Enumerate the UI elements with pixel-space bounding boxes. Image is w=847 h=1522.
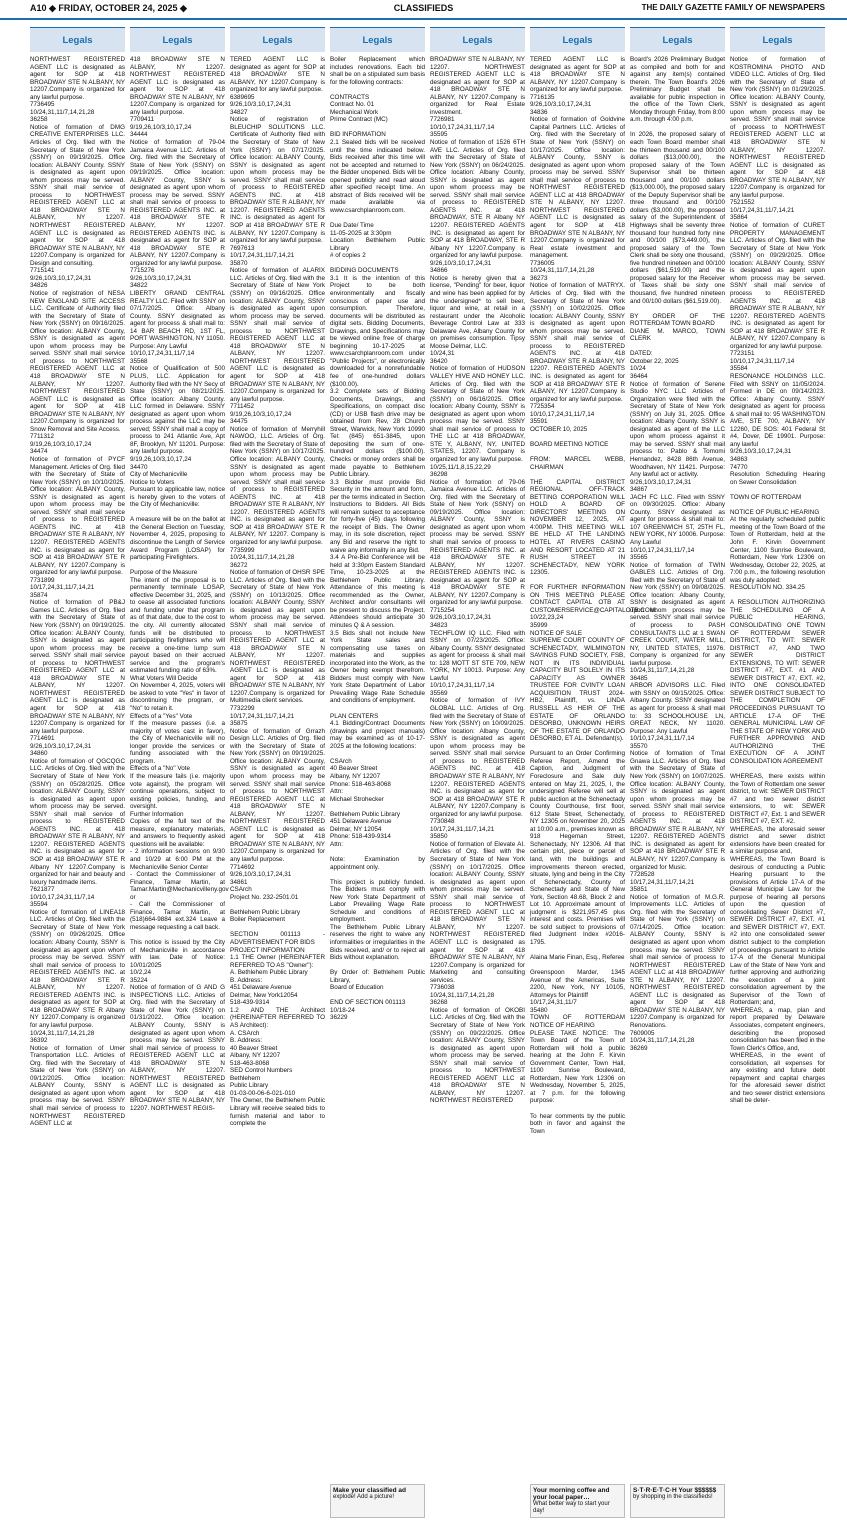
- legals-column-7: [630, 27, 725, 1518]
- ad-title: Your morning coffee and your local paper…: [533, 1487, 610, 1501]
- column-heading: Legals: [30, 27, 125, 52]
- column-text: NORTHWEST REGISTERED AGENT LLC is designated as agent for SOP at 418 BROADWAY STE N ALBANY, NY 12207.Company is organized for any lawful purpose. 7736495 10/24,31,11/7,14,21,28 36258 Notice of formation of DMG CREATIVE ENTERPRISES LLC. Articles of Org. filed with the Secretary of State of New York (SSNY) on 09/19/2025. Office location: ALBANY County. SSNY is designated as agent upon whom process may be served. SSNY shall mail service of process to NORTHWEST REGISTERED AGENT LLC at 418 BROADWAY STE N ALBANY, NY 12207. NORTHWEST REGISTERED AGENT LLC is designated as agent for SOP at 418 BROADWAY STE N ALBANY, NY 12207.Company is organized for Design and consulting. 7715141 9/26,10/3,10,17,24,31 34826 Notice of registration of NESA NEW ENGLAND SITE ACCESS LLC. Certificate of Authority filed with the Secretary of State of New York (SSNY) on 09/16/2025. Office location: ALBANY County, SSNY is designated as agent upon whom process may be served. SSNY shall mail service of process to NORTHWEST REGISTERED AGENT LLC at 418 BROADWAY STE N ALBANY, NY 12207. NORTHWEST REGISTERED AGENT LLC is designated as agent for SOP at 418 BROADWAY STE N ALBANY, NY 12207.Company is organized for Snow Removal and Site Access. 7711312 9/19,26,10/3,10,17,24 34474 Notice of formation of PYCF Management. Articles of Org. filed with the Secretary of State of New York (SSNY) on 10/10/2025. Office location: ALBANY County, SSNY is designated as agent upon whom process may be served. SSNY shall mail service of process to REGISTERED AGENTS INC. at 418 BROADWAY STE R ALBANY, NY 12207. REGISTERED AGENTS INC. is designated as agent for SOP at 418 BROADWAY STE R ALBANY, NY 12207.Company is organized for any lawful purpose. 7731899 10/17,24,31,11/7,14,21 35874 Notice of formation of PB&J Games LLC. Articles of Org. filed with the Secretary of State of New York (SSNY) on 09/19/2025. Office location: ALBANY County, SSNY is designated as agent upon whom process may be served. SSNY shall mail service of process to NORTHWEST REGISTERED AGENT LLC at 418 BROADWAY STE N ALBANY, NY 12207. NORTHWEST REGISTERED AGENT LLC is designated as agent for SOP at 418 BROADWAY STE N ALBANY, NY 12207.Company is organized for any lawful purpose. 7714691 9/26,10/3,10,17,24,31 34860 Notice of formation of QGCQGC LLC. Articles of Org. filed with the Secretary of State of New York (SSNY) on 05/28/2025. Office location: ALBANY County, SSNY is designated as agent upon whom process may be served. SSNY shall mail service of process to REGISTERED AGENTS INC. at 418 BROADWAY STE R ALBANY, NY 12207. REGISTERED AGENTS INC. is designated as agent for SOP at 418 BROADWAY STE R Albany NY 12207.Company is organized for hair and beauty and luxury handmade items. 7621877 10/10,17,24,31,11/7,14 35594 Notice of formation of LINEA18 LLC. Articles of Org. filed with the Secretary of State of New York (SSNY) on 09/26/2025. Office location: Albany County, SSNY is designated as agent upon whom process may be served. SSNY shall mail service of process to REGISTERED AGENTS INC. at 418 BROADWAY STE R ALBANY, NY 12207. REGISTERED AGENTS INC. is designated as agent for SOP at 418 BROADWAY STE R Albany NY 12207.Company is organized for any lawful purpose. 10/24,31,11/7,14,21,28 36392 Notice of formation of Umer Transportation LLC. Articles of Org. filed with the Secretary of State of New York (SSNY) on 09/12/2025. Office location: ALBANY County, SSNY is designated as agent upon whom process may be served. SSNY shall mail service of process to NORTHWEST REGISTERED AGENT LLC at: [30, 56, 125, 1128]
- column-text: Boiler Replacement which includes renovations. Each bid shall be on a stipulated sum basis for the following contracts: CONTRACTS Contract No. 01 Mechanical Work Prime Contract (MC) BID INFORMATION 2.1 Sealed bids will be received until the time indicated below. Bids received after this time will not be accepted and returned to the Bidder unopened. Bids will be opened publicly and read aloud after specified receipt time. An abstract of Bids received will be made available via www.csarchplanroom.com. Due Date/ Time 11-05-2025 at 3:30pm Location Bethlehem Public Library # of copies 2 BIDDING DOCUMENTS 3.1 It is the intention of this Project to be both environmentally and fiscally conscious of paper use and consumption. Therefore, documents will be distributed as digital sets. Bidding Documents, Drawings, and Specifications may be viewed online free of charge beginning 10-17-2025 at www.csarchplanroom.com under "Public Projects", or electronically downloaded for a nonrefundable fee of one-hundred dollars ($100.00). 3.2 Complete sets of Bidding Documents, Drawings, and Specifications, on compact disc (CD) or USB flash drive may be obtained from Rev, 28 Church Street, Warwick, New York 10990 Tel: (845) 651-3845, upon depositing the sum of one-hundred dollars ($100.00). Checks or money orders shall be made payable to Bethlehem Public Library. 3.3 Bidder must provide Bid Security in the amount and form, per the terms indicated in Section Instructions to Bidders. All Bids will remain subject to acceptance for forty-five (45) days following the receipt of Bids. The Owner may, in its sole discretion, reject any Bid and reserve the right to waive any informality in any Bid. 3.4 A Pre-Bid Conference will be held at 3:30pm Eastern Standard Time, 10-23-2025 at the Bethlehem Public Library. Attendance of this meeting is recommended as the Owner, Architect and/or consultants will be present to discuss the Project. Attendees should anticipate 30 minutes Q & A session. 3.5 Bids shall not include New York State sales and compensating use taxes on materials and supplies incorporated into the Work, as the Owner being exempt therefrom. Bidders must comply with New York State Department of Labor Prevailing Wage Rate Schedule and conditions of employment. PLAN CENTERS 4.1 Bidding/Contract Documents (drawings and project manuals) may be examined as of 10-17-2025 at the following locations: CSArch 40 Beaver Street Albany, NY 12207 Phone: 518-463-8068 Attn: Michael Strohecker Bethlehem Public Library 451 Delaware Avenue Delmar, NY 12054 Phone: 518-439-9314 Attn: Note: Examination by appointment only. This project is publicly funded. The Bidders must comply with New York State Department of Labor Prevailing Wage Rate Schedule and conditions of employment. The Bethlehem Public Library reserves the right to waive any informalities or irregularities in the Bids received, and/ or to reject all Bids without explanation. By Order of: Bethlehem Public Library, Board of Education END OF SECTION 001113 10/18-24 36229: [330, 56, 425, 1022]
- legals-column-4: [330, 27, 425, 1518]
- ad-subtitle: by shopping in the classifieds!: [633, 1494, 713, 1500]
- classified-ad-picture[interactable]: [330, 1484, 425, 1518]
- legals-column-1: [30, 27, 125, 1518]
- legals-column-5: [430, 27, 525, 1518]
- column-heading: Legals: [130, 27, 225, 52]
- stretch-your-dollars-ad[interactable]: [630, 1484, 725, 1518]
- column-text: TERED AGENT LLC is designated as agent for SOP at 418 BROADWAY STE N ALBANY, NY 12207.Company is organized for any lawful purpose. 6389695 9/26,10/3,10,17,24,31 34827 Notice of registration of BLEUCHIP SOLUTIONS LLC. Certificate of Authority filed with the Secretary of State of New York (SSNY) on 07/17/2025. Office location: ALBANY County, SSNY is designated as agent upon whom process may be served. SSNY shall mail service of process to REGISTERED AGENTS INC. at 418 BROADWAY STE R ALBANY, NY 12207. REGISTERED AGENTS INC. is designated as agent for SOP at 418 BROADWAY STE R ALBANY, NY 12207.Company is organized for any lawful purpose. 7697613 10/17,24,31,11/7,14,21 35870 Notice of formation of ALARIX LLC. Articles of Org. filed with the Secretary of State of New York (SSNY) on 09/16/2025. Office location: ALBANY County, SSNY is designated as agent upon whom process may be served. SSNY shall mail service of process to NORTHWEST REGISTERED AGENT LLC at 418 BROADWAY STE N ALBANY, NY 12207. NORTHWEST REGISTERED AGENT LLC is designated as agent for SOP at 418 BROADWAY STE N ALBANY, NY 12207.Company is organized for any lawful purpose. 7711452 9/19,26,10/3,10,17,24 34475 Notice of formation of Merryhill NAWOO, LLC. Articles of Org. filed with the Secretary of State of New York (SSNY) on 10/17/2025. Office location: ALBANY County, SSNY is designated as agent upon whom process may be served. SSNY shall mail service of process to REGISTERED AGENTS INC. at 418 BROADWAY STE R ALBANY, NY 12207. REGISTERED AGENTS INC. is designated as agent for SOP at 418 BROADWAY STE R ALBANY, NY 12207. Company is organized for any lawful purpose. 7735999 10/24,31,11/7,14,21,28 36272 Notice of formation of OHSR SPE LLC. Articles of Org. filed with the Secretary of State of New York (SSNY) on 10/13/2025. Office location: ALBANY County, SSNY is designated as agent upon whom process may be served. SSNY shall mail service of process to NORTHWEST REGISTERED AGENT LLC at 418 BROADWAY STE N ALBANY, NY 12207. NORTHWEST REGISTERED AGENT LLC is designated as agent for SOP at 418 BROADWAY STE N ALBANY, NY 12207.Company is organized for Multimedia client services. 7732299 10/17,24,31,11/7,14,21 35875 Notice of formation of Grrazh Design LLC. Articles of Org. filed with the Secretary of State of New York (SSNY) on 09/19/2025. Office location: ALBANY County, SSNY is designated as agent upon whom process may be served. SSNY shall mail service of process to NORTHWEST REGISTERED AGENT LLC at 418 BROADWAY STE N ALBANY, NY 12207. NORTHWEST REGISTERED AGENT LLC is designated as agent for SOP at 418 BROADWAY STE N ALBANY, NY 12207.Company is organized for any lawful purpose. 7714692 9/26,10/3,10,17,24,31 34861 CSArch Project No. 232-2501.01 Bethlehem Public Library Boiler Replacement SECTION 001113 - ADVERTISEMENT FOR BIDS PROJECT INFORMATION 1.1 THE Owner (HEREINAFTER REFERRED TO AS "Owner"): A. Bethlehem Public Library B. Address: 451 Delaware Avenue Delmar, New York12054 518-439-9314 1.2 AND THE Architect (HEREINAFTER REFERRED TO AS Architect): A. CSArch B. Address: 40 Beaver Street Albany, NY 12207 518-463-8068 SED Control Numbers Bethlehem Public Library 01-03-00-06-6-021-010 The Owner, the Bethlehem Public Library will receive sealed bids to furnish material and labor to complete the: [230, 56, 325, 1128]
- coffee-newspaper-ad[interactable]: [530, 1484, 625, 1518]
- legals-column-8: [730, 27, 825, 1518]
- column-heading: Legals: [230, 27, 325, 52]
- column-text: Notice of formation of KOSTROMINA PHOTO AND VIDEO LLC. Articles of Org. filed with the Secretary of State of New York (SSNY) on 01/29/2025. Office location: ALBANY County, SSNY is designated as agent upon whom process may be served. SSNY shall mail service of process to NORTHWEST REGISTERED AGENT LLC at 418 BROADWAY STE N ALBANY, NY 12207. NORTHWEST REGISTERED AGENT LLC is designated as agent for SOP at 418 BROADWAY STE N ALBANY, NY 12207.Company is organized for any lawful purpose. 7521552 10/17,24,31,11/7,14,21 35864 Notice of formation of CURET PROPERTY MANAGEMENT LLC. Articles of Org. filed with the Secretary of State of New York (SSNY) on 09/29/2025. Office location: ALBANY County, SSNY is designated as agent upon whom process may be served. SSNY shall mail service of process to REGISTERED AGENTS INC. at 418 BROADWAY STE R ALBANY, NY 12207. REGISTERED AGENTS INC. is designated as agent for SOP at 418 BROADWAY STE R ALBANY, NY 12207.Company is organized for any lawful purpose. 7723151 10/10,17,24,31,11/7,14 35584 RESONANCE HOLDINGS LLC. Filed with SSNY on 11/05/2024. Formed in DE on 09/14/2023. Office: Albany County. SSNY designated as agent for process & shall mail to: 95 WASHINGTON AVE, STE 700, ALBANY, NY 12260, DE SOS: 401 Federal St #4, Dover, DE 19901. Purpose: any lawful 9/26,10/3,10,17,24,31 34863 74770 Resolution Scheduling Hearing on Sewer Consolidation TOWN OF ROTTERDAM NOTICE OF PUBLIC HEARING At the regularly scheduled public meeting of the Town Board of the Town of Rotterdam, held at the John F. Kirvin Government Center, 1100 Sunrise Boulevard, Rotterdam, New York 12306 on Wednesday, October 22, 2025, at 7:00 p.m., the following resolution was duly adopted: RESOLUTION NO. 334.25 A RESOLUTION AUTHORIZING THE SCHEDULING OF A PUBLIC HEARING, CONSOLIDATING ONE TOWN OF ROTTERDAM SEWER DISTRICT, TO WIT: SEWER DISTRICT #7, AND TWO SEWER DISTRICT EXTENSIONS, TO WIT: SEWER DISTRICT #7, EXT. #1 AND SEWER DISTRICT #7, EXT. #2, INTO ONE CONSOLIDATED SEWER DISTRICT SUBJECT TO THE COMPLETION OF PROCEEDINGS PURSUANT TO ARTICLE 17-A OF THE GENERAL MUNICIPAL LAW OF THE STATE OF NEW YORK AND FURTHER APPROVING AND AUTHORIZING THE EXECUTION OF A JOINT CONSOLIDATION AGREEMENT WHEREAS, there exists within the Town of Rotterdam one sewer district, to wit: SEWER DISTRICT #7 and two sewer district extensions, to wit: SEWER DISTRICT #7, Ext. 1 and SEWER DISTRICT #7, EXT. #2. WHEREAS, the aforesaid sewer district and sewer district extensions have been created for a similar purpose and, WHEREAS, the Town Board is desirous of conducting a Public Hearing pursuant to the provisions of Article 17-A of the General Municipal Law for the purpose of hearing all persons upon the question of consolidating Sewer District #7, SEWER DISTRICT #7, EXT. #1 and SEWER DISTRICT #7, EXT. #2 into one consolidated sewer district subject to the completion of proceedings pursuant to Article 17-A of the General Municipal Law of the State of New York and further approving and authorizing the execution of a joint consolidation agreement by the Supervisor of the Town of Rotterdam; and, WHEREAS, a map, plan and report prepared by Delaware Associates, competent engineers, describing the proposed consolidation has been filed in the Town Clerk's Office, and, WHEREAS, in the event of consolidation, all expenses for any existing and future debt repayment and capital charges for the aforesaid sewer district and two sewer district extensions shall be deter-: [730, 56, 825, 1105]
- section-title: CLASSIFIEDS: [393, 3, 454, 13]
- column-text: Board's 2026 Preliminary Budget as compiled and both for and against any item(s) contained therein. The Town Board's 2026 Preliminary Budget shall be available for public inspection in the office of the Town Clerk, Monday through Friday, from 8:00 a.m. through 4:00 p.m. In 2026, the proposed salary of each Town Board member shall be thirteen thousand and 00/100 dollars ($13,000.00), the proposed salary of the Town Supervisor shall be thirteen thousand and 00/100 dollars ($13,000.00), the proposed salary of the Deputy Supervisor shall be three thousand and 00/100 dollars ($3,000.00), the proposed salary of the Superintendent of Highways shall be seventy three thousand four hundred forty nine and 00/100 ($73,449.00), the proposed salary of the Town Clerk shall be sixty one thousand, five hundred nineteen and 00/100 dollars ($61,519.00) and the proposed salary for the Receiver of Taxes shall be sixty one thousand, five hundred nineteen and 00/100 dollars ($61,519.00). BY ORDER OF THE ROTTERDAM TOWN BOARD DIANE M. MARCO, TOWN CLERK DATED: October 22, 2025 10/24 36464 Notice of formation of Serene Studio NYC LLC Articles of Organization were filed with the Secretary of State of New York (SSNY) on July 31, 2025. Office location: Albany County. SSNY is designated as agent of the LLC upon whom process against it may be served. SSNY shall mail process to: Pablo & Tomomi Hernandez, 8428 86th Avenue, Woodhaven, NY 11421. Purpose: Any lawful act or activity. 9/26,10/3,10,17,24,31 34867 JACH FC LLC. Filed with SSNY on 09/30/2025. Office: Albany County. SSNY designated as agent for process & shall mail to: 107 GREENWICH ST, 25TH FL, NEW YORK, NY 10006. Purpose: Any Lawful 10/10,17,24,31,11/7,14 35565 Notice of formation of TWIN GABLES LLC. Articles of Org. filed with the Secretary of State of New York (SSNY) on 09/08/2025. Office location: Albany County, SSNY is designated as agent upon whom process may be served. SSNY shall mail service of process to PASH CONSULTANTS LLC at 1 SWAN CREEK COURT, WATER MILL, NY, UNITED STATES, 11976. Company is organized for any lawful purpose. 10/24,31,11/7,14,21,28 36485 ARBOR ADVISORS LLC. Filed with SSNY on 09/15/2025. Office: Albany County. SSNY designated as agent for process & shall mail to: 33 SCHOOLHOUSE LN, GREAT NECK, NY 11020. Purpose: Any Lawful 10/10,17,24,31,11/7,14 35570 Notice of formation of Tmal Gnawa LLC. Articles of Org. filed with the Secretary of State of New York (SSNY) on 10/07/2025. Office location: ALBANY County, SSNY is designated as agent upon whom process may be served. SSNY shall mail service of process to REGISTERED AGENTS INC. at 418 BROADWAY STE R ALBANY, NY 12207. REGISTERED AGENTS INC. is designated as agent for SOP at 418 BROADWAY STE R ALBANY, NY 12207.Company is organized for Music. 7728528 10/17,24,31,11/7,14,21 35851 Notice of formation of M.G.R. Improvements LLC. Articles of Org. filed with the Secretary of State of New York (SSNY) on 07/14/2025. Office location: ALBANY County, SSNY is designated as agent upon whom process may be served. SSNY shall mail service of process to NORTHWEST REGISTERED AGENT LLC at 418 BROADWAY STE N ALBANY, NY 12207. NORTHWEST REGISTERED AGENT LLC is designated as agent for SOP at 418 BROADWAY STE N ALBANY, NY 12207.Company is organized for Renovations. 7609005 10/24,31,11/7,14,21,28 36269: [630, 56, 725, 1052]
- ad-title: S·T·R·E·T·C·H Your $$$$$$: [633, 1487, 717, 1494]
- column-heading: Legals: [530, 27, 625, 52]
- page-date-line: A10 ◆ FRIDAY, OCTOBER 24, 2025 ◆: [30, 3, 187, 13]
- ad-subtitle: What better way to start your day!: [533, 1501, 610, 1514]
- column-heading: Legals: [430, 27, 525, 52]
- column-heading: Legals: [730, 27, 825, 52]
- column-heading: Legals: [630, 27, 725, 52]
- legals-column-3: [230, 27, 325, 1518]
- legals-column-2: [130, 27, 229, 1518]
- column-text: TERED AGENT LLC is designated as agent for SOP at 418 BROADWAY STE N ALBANY, NY 12207.Company is organized for any lawful purpose. 7716135 9/26,10/3,10,17,24,31 34836 Notice of formation of Goldvine Capital Partners LLC. Articles of Org. filed with the Secretary of State of New York (SSNY) on 10/17/2025. Office location: ALBANY County, SSNY is designated as agent upon whom process may be served. SSNY shall mail service of process to NORTHWEST REGISTERED AGENT LLC at 418 BROADWAY STE N ALBANY, NY 12207. NORTHWEST REGISTERED AGENT LLC is designated as agent for SOP at 418 BROADWAY STE N ALBANY, NY 12207.Company is organized for Real estate investment and management. 7736005 10/24,31,11/7,14,21,28 36273 Notice of formation of MATRYX. Articles of Org. filed with the Secretary of State of New York (SSNY) on 10/02/2025. Office location: ALBANY County, SSNY is designated as agent upon whom process may be served. SSNY shall mail service of process to REGISTERED AGENTS INC. at 418 BROADWAY STE R ALBANY, NY 12207. REGISTERED AGENTS INC. is designated as agent for SOP at 418 BROADWAY STE R ALBANY, NY 12207.Company is organized for any lawful purpose. 7725354 10/10,17,24,31,11/7,14 35591 OCTOBER 10, 2025 BOARD MEETING NOTICE FROM: MARCEL WEBB, CHAIRMAN THE CAPITAL DISTRICT REGIONAL OFF-TRACK BETTING CORPORATION WILL HOLD A BOARD OF DIRECTORS' MEETING ON NOVEMBER 12, 2025, AT 4:00PM. THIS MEETING WILL BE HELD AT THE LANDING HOTEL AT RIVERS CASINO AND RESORT LOCATED AT 21 RUSH STREET IN SCHENECTADY, NEW YORK 12305. FOR FURTHER INFORMATION ON THIS MEETING PLEASE CONTACT CAPITAL OTB AT CUSTOMERSERVICE@CAPITALOTB.COM. 10/22,23,24 35999 NOTICE OF SALE SUPREME COURT COUNTY OF SCHENECTADY, WILMINGTON SAVINGS FUND SOCIETY, FSB, NOT IN ITS INDIVIDUAL CAPACITY BUT SOLELY IN ITS CAPACITY AS OWNER TRUSTEE FOR CVINTY LOAN ACQUISITION TRUST 2024-HB2, Plaintiff, vs. LINDA RUSSELL AS HEIR OF THE ESTATE OF ORLANDO DESORBO, UNKNOWN HEIRS OF THE ESTATE OF ORLANDO DESORBO, ET AL. Defendant(s). Pursuant to an Order Confirming Referee Report, Amend the Caption, and Judgment of Foreclosure and Sale duly entered on May 21, 2025, I, the undersigned Referee will sell at public auction at the Schenectady County Courthouse, first floor, 612 State Street, Schenectady, NY 12305 on November 20, 2025 at 10:00 a.m., premises known as 918 Hegeman Street, Schenectady, NY 12306. All that certain plot, piece or parcel of land, with the buildings and improvements thereon erected, situate, lying and being in the City of Schenectady, County of Schenectady and State of New York, Section 48.68, Block 2 and Lot 10. Approximate amount of judgment is $221,957.45 plus interest and costs. Premises will be sold subject to provisions of filed Judgment Index #2016-1795. Alaina Marie Finan, Esq., Referee Greenspoon Marder, 1345 Avenue of the Americas, Suite 2200, New York, NY 10105, Attorneys for Plaintiff 10/17,24,31,11/7 35480 TOWN OF ROTTERDAM NOTICE OF HEARING PLEASE TAKE NOTICE: The Town Board of the Town of Rotterdam will hold a public hearing at the John F. Kirvin Government Center, Town Hall, 1100 Sunrise Boulevard, Rotterdam, New York 12306 on Wednesday, November 5, 2025, at 7 p.m. for the following purpose: To hear comments by the public both in favor and against the Town: [530, 56, 657, 1135]
- ad-title: Make your classified ad: [333, 1487, 406, 1494]
- legals-column-6: [530, 27, 657, 1518]
- column-text: 418 BROADWAY STE N ALBANY, NY 12207. NORTHWEST REGISTERED AGENT LLC is designated as agent for SOP at 418 BROADWAY STE N ALBANY, NY 12207.Company is organized for any lawful purpose. 7709411 9/19,26,10/3,10,17,24 34444 Notice of formation of 79-04 Jamaica Avenue LLC. Articles of Org. filed with the Secretary of State of New York (SSNY) on 09/19/2025. Office location: ALBANY County, SSNY is designated as agent upon whom process may be served. SSNY shall mail service of process to REGISTERED AGENTS INC. at 418 BROADWAY STE R ALBANY, NY 12207. REGISTERED AGENTS INC. is designated as agent for SOP at 418 BROADWAY STE R ALBANY, NY 12207.Company is organized for any lawful purpose. 7715276 9/26,10/3,10,17,24,31 34822 LIBERTY GRAND CENTRAL REALTY LLC. Filed with SSNY on 07/17/2025. Office: Albany County. SSNY designated as agent for process & shall mail to: 14 BAR BEACH RD, 1ST FL, PORT WASHINGTON, NY 11050. Purpose: Any Lawful 10/10,17,24,31,11/7,14 35568 Notice of Qualification of 500 PLUS, LLC. Application for Authority filed with the NY Secy of State (SSNY) on 08/21/2025. Office location: Albany County. LLC formed in Delaware. SSNY designated as agent upon whom process against the LLC may be served; SSNY shall mail a copy of process to 241 Atlantic Ave, Apt 8F, Brooklyn, NY 11201. Purpose: any lawful purpose. 9/19,26,10/3,10,17,24 34470 City of Mechanicville Notice to Voters Pursuant to applicable law, notice is hereby given to the voters of the City of Mechanicville: A measure will be on the ballot at the General Election on Tuesday, November 4, 2025, proposing to discontinue the Length of Service Award Program (LOSAP) for participating Firefighters. Purpose of the Measure The intent of the proposal is to permanently terminate LOSAP, effective December 31, 2025, and to cease all associated functions and funding under that program as of that date, due to the cost to the city. All currently allocated funds will be distributed to participating firefighters who will receive a one-time lump sum payout based on their accrued service and the program's estimated funding ratio of 63%. What Voters Will Decide On November 4, 2025, voters will be asked to vote "Yes" in favor of discontinuing the program, or "No" to retain it. Effects of a "Yes" Vote If the measure passes (i.e. a majority of votes cast in favor), the City of Mechanicville will no longer provide the services or funding associated with the program. Effects of a "No" Vote If the measure fails (i.e. majority vote against), the program will continue operations, subject to existing policies, funding, and oversight. Further Information Copies of the full text of the measure, explanatory materials, and answers to frequently asked questions will be available: - 2 information sessions on 9/30 and 10/29 at 6:00 PM at the Mechanicville Senior Center - Contact the Commissioner of Finance, Tamar Martin, at Tamar.Martin@Mechanicvilleny.gov or - Call the Commissioner of Finance, Tamar Martin, at (518)664-9884 ext.324 Leave a message requesting a call back. This notice is issued by the City of Mechanicville in accordance with law. Date of Notice: 10/01/2025 10/2,24 35224 Notice of formation of G AND G INSPECTIONS LLC. Articles of Org. filed with the Secretary of State of New York (SSNY) on 01/31/2022. Office location: ALBANY County, SSNY is designated as agent upon whom process may be served. SSNY shall mail service of process to REGISTERED AGENT LLC at 418 BROADWAY STE N ALBANY, NY 12207. NORTHWEST REGISTERED AGENT LLC is designated as agent for SOP at 418 BROADWAY STE N ALBANY, NY 12207. NORTHWEST REGIS-: [130, 56, 229, 1113]
- ad-subtitle: explode! Add a picture!: [333, 1494, 395, 1500]
- legals-columns: [30, 27, 827, 1518]
- column-text: BROADWAY STE N ALBANY, NY 12207. NORTHWEST REGISTERED AGENT LLC is designated as agent for SOP at 418 BROADWAY STE N ALBANY, NY 12207.Company is organized for Real Estate investment. 7726981 10/10,17,24,31,11/7,14 35595 Notice of formation of 1526 6TH AVE LLC. Articles of Org. filed with the Secretary of State of New York (SSNY) on 06/24/2025. Office location: Albany County, SSNY is designated as agent upon whom process may be served. SSNY shall mail service of process to REGISTERED AGENTS INC. at 418 BROADWAY, STE R Albany NY 12207. REGISTERED AGENTS INC. is designated as agent for SOP at 418 BROADWAY, STE R Albany NY 12207.Company is organized for any lawful purpose. 9/26,10/3,10,17,24,31 34866 Notice is hereby given that a license, "Pending" for beer, liquor and wine has been applied for by the undersigned* to sell beer, liquor and wine, at retail in a restaurant under the Alcoholic Beverage Control Law at 333 Delaware Ave, Albany County for on premises consumption. Tipsy Moose Delmar, LLC. 10/24,31 36420 Notice of formation of HUDSON VALLEY HIVE AND HONEY LLC. Articles of Org. filed with the Secretary of State of New York (SSNY) on 06/16/2025. Office location: Albany County, SSNY is designated as agent upon whom process may be served. SSNY shall mail service of process to THE LLC at 418 BROADWAY, STE Y, ALBANY, NY, UNITED STATES, 12207. Company is organized for any lawful purpose. 10/25,11/1,8,15,22,29 36298 Notice of formation of 79-06 Jamaica Avenue LLC. Articles of Org. filed with the Secretary of State of New York (SSNY) on 09/19/2025. Office location: ALBANY County, SSNY is designated as agent upon whom process may be served. SSNY shall mail service of process to REGISTERED AGENTS INC. at 418 BROADWAY STE R ALBANY, NY 12207. REGISTERED AGENTS INC. is designated as agent for SOP at 418 BROADWAY STE R ALBANY, NY 12207.Company is organized for any lawful purpose. 7715254 9/26,10/3,10,17,24,31 34823 TECHFLOW IQ LLC. Filed with SSNY on 07/23/2025. Office: Albany County. SSNY designated as agent for process & shall mail to: 128 MOTT ST STE 709, NEW YORK, NY 10013. Purpose: Any Lawful 10/10,17,24,31,11/7,14 35569 Notice of formation of IVY GLOBAL LLC. Articles of Org. filed with the Secretary of State of New York (SSNY) on 10/09/2025. Office location: Albany County, SSNY is designated as agent upon whom process may be served. SSNY shall mail service of process to REGISTERED AGENTS INC. at 418 BROADWAY STE R ALBANY, NY 12207. REGISTERED AGENTS INC. is designated as agent for SOP at 418 BROADWAY STE R ALBANY, NY 12207.Company is organized for any lawful purpose. 7730848 10/17,24,31,11/7,14,21 35850 Notice of formation of Elevate AI. Articles of Org. filed with the Secretary of State of New York (SSNY) on 10/17/2025. Office location: ALBANY County, SSNY is designated as agent upon whom process may be served. SSNY shall mail service of process to NORTHWEST REGISTERED AGENT LLC at 418 BROADWAY STE N ALBANY, NY 12207. NORTHWEST REGISTERED AGENT LLC is designated as agent for SOP at 418 BROADWAY STE N ALBANY, NY 12207.Company is organized for Marketing and consulting services. 7736038 10/24,31,11/7,14,21,28 36268 Notice of formation of OKOBI LLC. Articles of Org. filed with the Secretary of State of New York (SSNY) on 09/22/2025. Office location: ALBANY County, SSNY is designated as agent upon whom process may be served. SSNY shall mail service of process to NORTHWEST REGISTERED AGENT LLC at 418 BROADWAY STE N ALBANY, NY 12207. NORTHWEST REGISTERED: [430, 56, 525, 1105]
- publication-name: THE DAILY GAZETTE FAMILY OF NEWSPAPERS: [641, 3, 825, 12]
- page-header: [0, 0, 847, 20]
- column-heading: Legals: [330, 27, 425, 52]
